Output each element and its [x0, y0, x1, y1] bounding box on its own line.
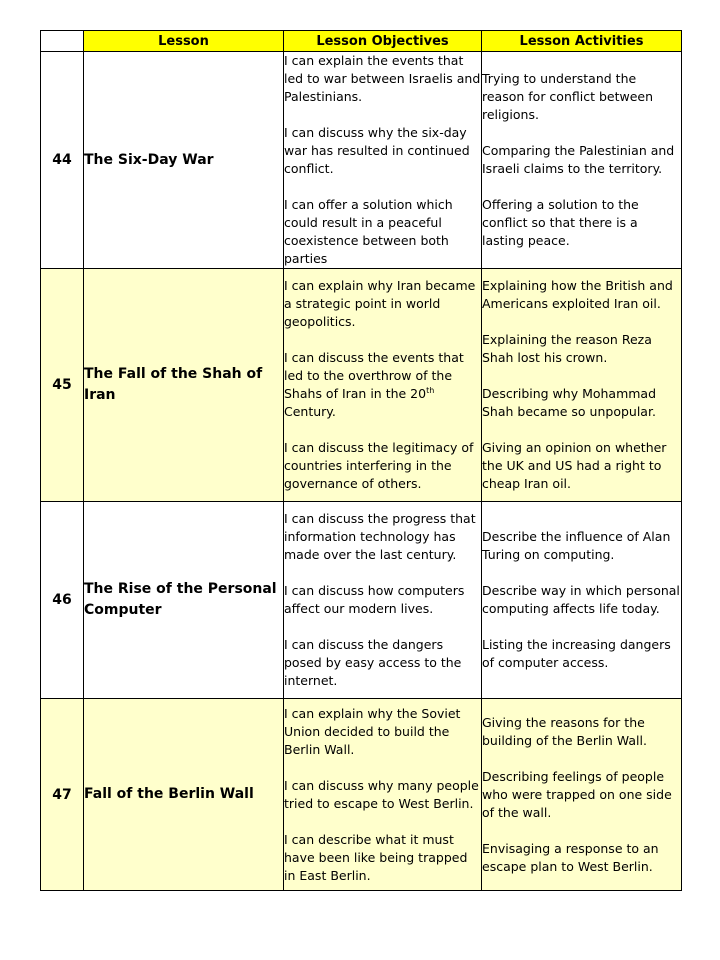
lesson-number: 46 [41, 502, 84, 699]
activities-cell [482, 502, 682, 699]
objectives-cell [284, 502, 482, 699]
objective-text: I can discuss the dangers posed by easy access to the internet. [284, 637, 462, 688]
lesson-title: Fall of the Berlin Wall [84, 699, 284, 891]
activity-text: Describe the influence of Alan Turing on computing. [482, 529, 671, 562]
objectives-cell [284, 269, 482, 502]
objective-text: I can describe what it must have been like being trapped in East Berlin. [284, 831, 468, 883]
lesson-number: 47 [41, 699, 84, 891]
table-row [41, 269, 682, 502]
activity-text: Offering a solution to the conflict so that there is a lasting peace. [482, 197, 639, 248]
objectives-cell [284, 699, 482, 891]
header-objectives: Lesson Objectives [284, 31, 482, 52]
lesson-number: 44 [41, 52, 84, 269]
activities-cell [482, 699, 682, 891]
objective-text: I can discuss why the six-day war has resulted in continued conflict. [284, 125, 470, 176]
header-activities: Lesson Activities [482, 31, 682, 52]
objective-text: I can discuss the events that led to the overthrow of the Shahs of Iran in the 20th Century. [284, 350, 464, 419]
activity-text: Trying to understand the reason for conflict between religions. [482, 71, 654, 122]
objective-text: I can discuss the legitimacy of countries interfering in the governance of others. [284, 440, 474, 491]
header-blank-cell [41, 31, 84, 52]
table-row [41, 502, 682, 699]
objective-text: I can explain the events that led to war between Israelis and Palestinians. [284, 53, 481, 104]
objective-text: I can explain why Iran became a strategic point in world geopolitics. [284, 278, 476, 329]
activity-text: Comparing the Palestinian and Israeli claims to the territory. [482, 143, 675, 176]
activity-text: Describing why Mohammad Shah became so unpopular. [482, 386, 657, 419]
objectives-cell [284, 52, 482, 269]
lesson-number: 45 [41, 269, 84, 502]
activity-text: Describing feelings of people who were trapped on one side of the wall. [482, 768, 672, 820]
activity-text: Explaining the reason Reza Shah lost his crown. [482, 332, 652, 365]
header-row [41, 31, 682, 52]
lesson-title: The Six-Day War [84, 52, 284, 269]
activity-text: Envisaging a response to an escape plan to West Berlin. [482, 840, 659, 874]
objective-text: I can discuss why many people tried to escape to West Berlin. [284, 777, 479, 811]
activity-text: Describe way in which personal computing affects life today. [482, 583, 680, 616]
lesson-title: The Fall of the Shah of Iran [84, 269, 284, 502]
activity-text: Explaining how the British and Americans exploited Iran oil. [482, 278, 673, 311]
activities-cell [482, 269, 682, 502]
lesson-plan-table [40, 30, 682, 891]
activity-text: Giving an opinion on whether the UK and US had a right to cheap Iran oil. [482, 440, 667, 491]
objective-text: I can discuss how computers affect our modern lives. [284, 583, 465, 616]
lesson-title: The Rise of the Personal Computer [84, 502, 284, 699]
activity-text: Giving the reasons for the building of the Berlin Wall. [482, 714, 647, 748]
objective-text: I can offer a solution which could result in a peaceful coexistence between both parties [284, 197, 453, 266]
table-row [41, 699, 682, 891]
objective-text: I can explain why the Soviet Union decided to build the Berlin Wall. [284, 705, 461, 757]
objective-text: I can discuss the progress that information technology has made over the last century. [284, 511, 476, 562]
header-lesson: Lesson [84, 31, 284, 52]
activities-cell [482, 52, 682, 269]
table-row [41, 52, 682, 269]
activity-text: Listing the increasing dangers of computer access. [482, 637, 671, 670]
